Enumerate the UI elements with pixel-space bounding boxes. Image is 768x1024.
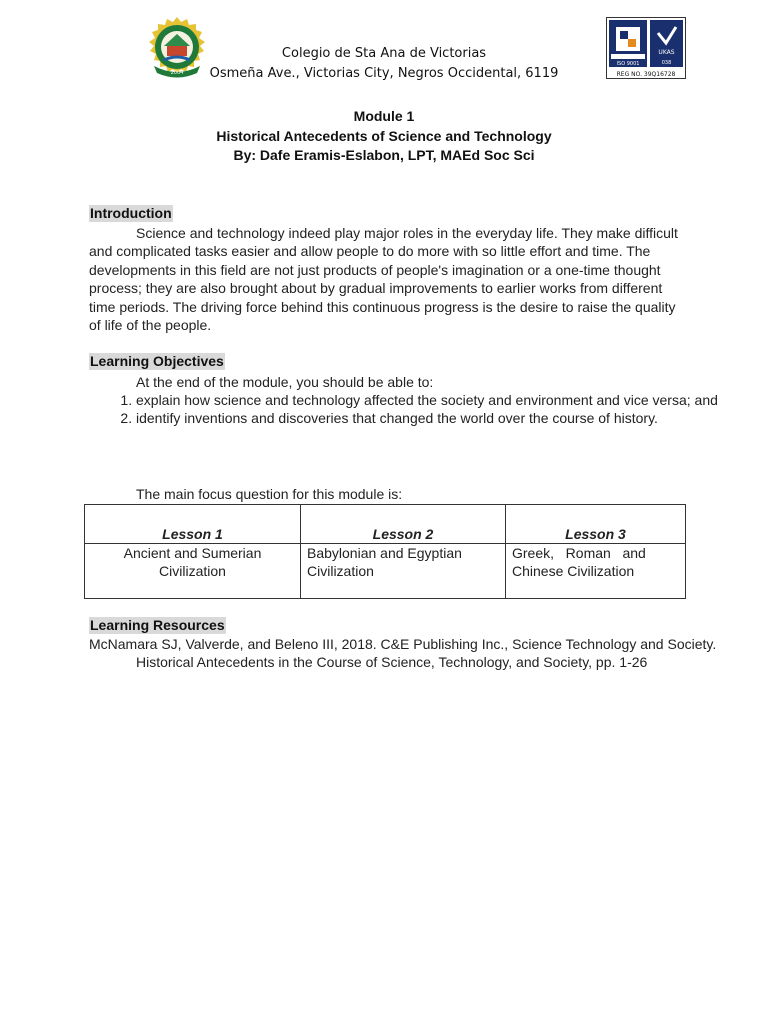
ukas-number: 038 (661, 60, 672, 66)
lessons-table (84, 504, 686, 599)
resources-heading: Learning Resources (90, 617, 225, 633)
school-name: Colegio de Sta Ana de Victorias (281, 46, 487, 61)
seal-year: 2004 (170, 70, 184, 76)
objectives-lead: At the end of the module, you should be able to: (136, 374, 434, 390)
lesson-1-topic: Ancient and Sumerian Civilization (85, 544, 301, 599)
objectives-heading: Learning Objectives (90, 353, 224, 369)
lesson-3-header: Lesson 3 (506, 505, 686, 544)
ukas-label: UKAS (658, 49, 675, 56)
introduction-heading: Introduction (90, 205, 172, 221)
introduction-text (89, 224, 685, 334)
resource-citation: McNamara SJ, Valverde, and Beleno III, 2018. C&E Publishing Inc., Science Technology and Society. Historical Antecedents in the Course of Science, Technology, and Society, pp. 1-26 (89, 636, 717, 670)
module-title: Historical Antecedents of Science and Technology (216, 128, 552, 144)
lesson-1-header: Lesson 1 (85, 505, 301, 544)
school-address: Osmeña Ave., Victorias City, Negros Occidental, 6119 (209, 66, 559, 81)
focus-question-label: The main focus question for this module is: (136, 486, 403, 502)
introduction-body: Science and technology indeed play major roles in the everyday life. They make difficult and complicated tasks easier and allow people to do more with so little effort and time. The developments in this field are not just products of people's imagination or a one-time thought process; they are also brought about by gradual improvements to earlier works from different time periods. The driving force behind this continuous progress is the desire to raise the quality of life of the people. (89, 225, 678, 334)
iso-label: ISO 9001 (616, 61, 640, 67)
module-number: Module 1 (353, 108, 415, 124)
table-header-row (85, 505, 686, 544)
lesson-3-topic: Greek, Roman and Chinese Civilization (506, 544, 686, 599)
objective-item: 1. explain how science and technology affected the society and environment and vice versa; and (136, 391, 726, 409)
cert-reg-number: REG NO. 39Q16728 (616, 71, 676, 78)
objectives-list (89, 391, 726, 428)
lesson-2-topic: Babylonian and Egyptian Civilization (301, 544, 506, 599)
objective-item: 2. identify inventions and discoveries that changed the world over the course of history. (136, 409, 726, 427)
lesson-2-header: Lesson 2 (301, 505, 506, 544)
table-row (85, 544, 686, 599)
module-author: By: Dafe Eramis-Eslabon, LPT, MAEd Soc Sci (233, 147, 535, 163)
